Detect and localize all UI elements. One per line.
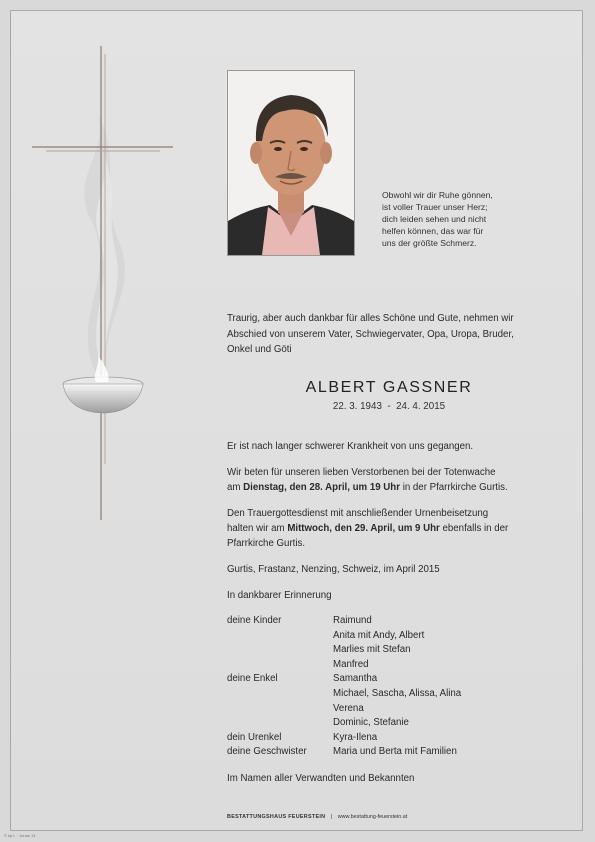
family-names: Samantha bbox=[333, 673, 378, 685]
funeral-home-name: BESTATTUNGSHAUS FEUERSTEIN bbox=[227, 814, 326, 820]
funeral-date-time: Mittwoch, den 29. April, um 9 Uhr bbox=[287, 523, 440, 534]
intro-line: Traurig, aber auch dankbar für alles Schöne und Gute, nehmen wir bbox=[227, 313, 514, 324]
wake-notice bbox=[227, 465, 557, 495]
family-names: Kyra-Ilena bbox=[333, 731, 378, 743]
wake-date-time: Dienstag, den 28. April, um 19 Uhr bbox=[243, 482, 400, 493]
deceased-name: ALBERT GASSNER bbox=[305, 379, 473, 396]
portrait-photo bbox=[227, 70, 355, 256]
remembrance: In dankbarer Erinnerung bbox=[227, 590, 332, 601]
print-codes: © kp.t. · Jonas 13 bbox=[4, 833, 36, 838]
family-label: deine Geschwister bbox=[227, 746, 307, 758]
life-dates bbox=[227, 401, 551, 412]
funeral-line-3: Pfarrkirche Gurtis. bbox=[227, 538, 306, 549]
funeral-line-2: halten wir am Mittwoch, den 29. April, um 9 Uhr ebenfalls in der bbox=[227, 523, 509, 534]
cross-bowl-icon bbox=[28, 44, 178, 524]
poem bbox=[382, 189, 532, 249]
family-names: Dominic, Stefanie bbox=[333, 717, 409, 729]
death-note: Er ist nach langer schwerer Krankheit von uns gegangen. bbox=[227, 441, 474, 452]
date-separator: - bbox=[387, 401, 391, 412]
poem-line: uns der größte Schmerz. bbox=[382, 238, 477, 249]
poem-line: helfen können, das war für bbox=[382, 226, 484, 237]
family-names: Maria und Berta mit Familien bbox=[333, 746, 457, 758]
family-names: Raimund bbox=[333, 615, 372, 626]
closing: Im Namen aller Verwandten und Bekannten bbox=[227, 773, 415, 784]
poem-line: Obwohl wir dir Ruhe gönnen, bbox=[382, 190, 493, 200]
family-label: deine Enkel bbox=[227, 673, 278, 685]
family-names: Anita mit Andy, Albert bbox=[333, 629, 425, 641]
wake-line-2: am Dienstag, den 28. April, um 19 Uhr in der Pfarrkirche Gurtis. bbox=[227, 482, 508, 493]
footer bbox=[227, 814, 557, 820]
poem-line: dich leiden sehen und nicht bbox=[382, 214, 487, 225]
intro-text bbox=[227, 311, 557, 358]
death-date: 24. 4. 2015 bbox=[396, 401, 446, 412]
family-names: Marlies mit Stefan bbox=[333, 644, 411, 656]
family-names: Manfred bbox=[333, 658, 369, 670]
funeral-notice bbox=[227, 506, 557, 551]
family-names: Michael, Sascha, Alissa, Alina bbox=[333, 688, 462, 699]
family-names: Verena bbox=[333, 702, 364, 714]
funeral-line-1: Den Trauergottesdienst mit anschließender Urnenbeisetzung bbox=[227, 508, 489, 519]
funeral-home-website[interactable]: www.bestattung-feuerstein.at bbox=[337, 814, 408, 820]
footer-divider: | bbox=[330, 814, 333, 820]
wake-line-1: Wir beten für unseren lieben Verstorbenen bei der Totenwache bbox=[227, 467, 496, 478]
intro-line: Abschied von unserem Vater, Schwiegervater, Opa, Uropa, Bruder, bbox=[227, 328, 514, 340]
place-date: Gurtis, Frastanz, Nenzing, Schweiz, im April 2015 bbox=[227, 564, 440, 575]
intro-line: Onkel und Göti bbox=[227, 344, 292, 355]
family-label: dein Urenkel bbox=[227, 731, 282, 743]
family-label: deine Kinder bbox=[227, 615, 282, 626]
birth-date: 22. 3. 1943 bbox=[332, 401, 382, 412]
poem-line: ist voller Trauer unser Herz; bbox=[382, 202, 488, 213]
